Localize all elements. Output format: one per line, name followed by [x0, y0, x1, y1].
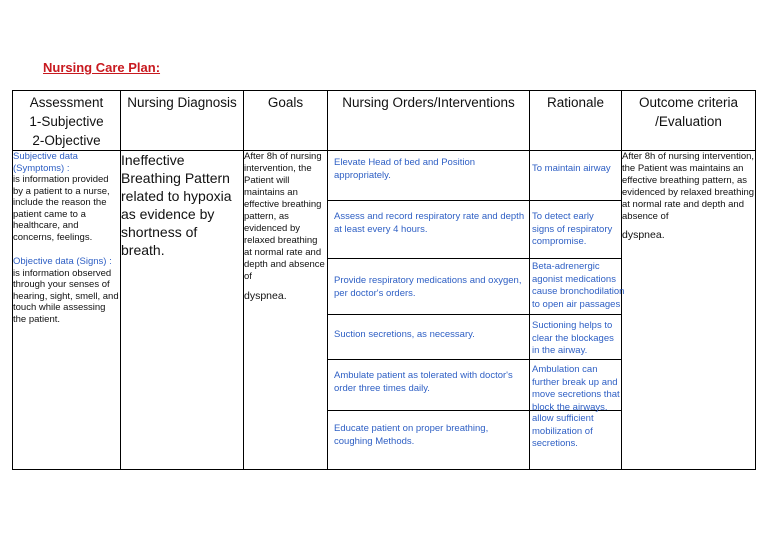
goals-tail: dyspnea.	[244, 290, 287, 302]
outcome-text: After 8h of nursing intervention, the Patient was maintains an effective breathing pattern, as evidenced by relaxed breathing at normal rate and depth and absence of	[622, 151, 755, 222]
rationale-item: allow sufficient mobilization of secretions.	[532, 413, 594, 449]
nursing-care-plan-table	[12, 90, 756, 470]
rationale-item: Beta-adrenergic agonist medications cause bronchodilation to open air passages	[530, 259, 621, 315]
objective-label: Objective data (Signs) :	[13, 256, 112, 267]
intervention-item: Ambulate patient as tolerated with doctor's order three times daily.	[328, 360, 529, 411]
rationale-cell	[530, 151, 625, 470]
header-interventions: Nursing Orders/Interventions	[328, 91, 530, 151]
intervention-item: Suction secretions, as necessary.	[328, 315, 529, 360]
header-outcome: Outcome criteria /Evaluation	[622, 91, 756, 151]
rationale-item: Ambulation can further break up and move secretions that block the airways.	[530, 360, 621, 411]
header-row	[13, 91, 756, 151]
interventions-cell	[328, 151, 530, 470]
document-title: Nursing Care Plan:	[43, 60, 161, 75]
rationale-item: To detect early signs of respiratory compromise.	[530, 201, 621, 259]
subjective-text: is information provided by a patient to a nurse, include the reason the patient came to a healthcare, and concerns, feelings.	[13, 174, 110, 243]
rationale-item: To maintain airway	[530, 151, 621, 201]
goals-cell	[244, 151, 328, 470]
subjective-label: Subjective data (Symptoms) :	[13, 151, 78, 174]
header-goals: Goals	[244, 91, 328, 151]
header-assessment: Assessment 1-Subjective 2-Objective	[13, 91, 121, 151]
header-nursing-diagnosis: Nursing Diagnosis	[121, 91, 244, 151]
outcome-cell	[622, 151, 756, 470]
header-rationale: Rationale	[530, 91, 622, 151]
goals-text: After 8h of nursing intervention, the Patient will maintains an effective breathing pattern, as evidenced by relaxed breathing at normal rate and depth and absence of	[244, 151, 325, 282]
intervention-item: Provide respiratory medications and oxygen, per doctor's orders.	[328, 259, 529, 315]
diagnosis-cell: Ineffective Breathing Pattern related to hypoxia as evidence by shortness of breath.	[121, 151, 244, 470]
intervention-item: Educate patient on proper breathing, coughing Methods.	[334, 423, 489, 447]
intervention-item: Assess and record respiratory rate and depth at least every 4 hours.	[328, 201, 529, 259]
intervention-item: Elevate Head of bed and Position appropriately.	[328, 151, 529, 201]
rationale-item: Suctioning helps to clear the blockages in the airway.	[530, 315, 621, 360]
outcome-tail: dyspnea.	[622, 229, 665, 241]
assessment-cell	[13, 151, 121, 470]
body-row	[13, 151, 756, 470]
objective-text: is information observed through your senses of hearing, sight, smell, and touch while assessing the patient.	[13, 267, 119, 325]
